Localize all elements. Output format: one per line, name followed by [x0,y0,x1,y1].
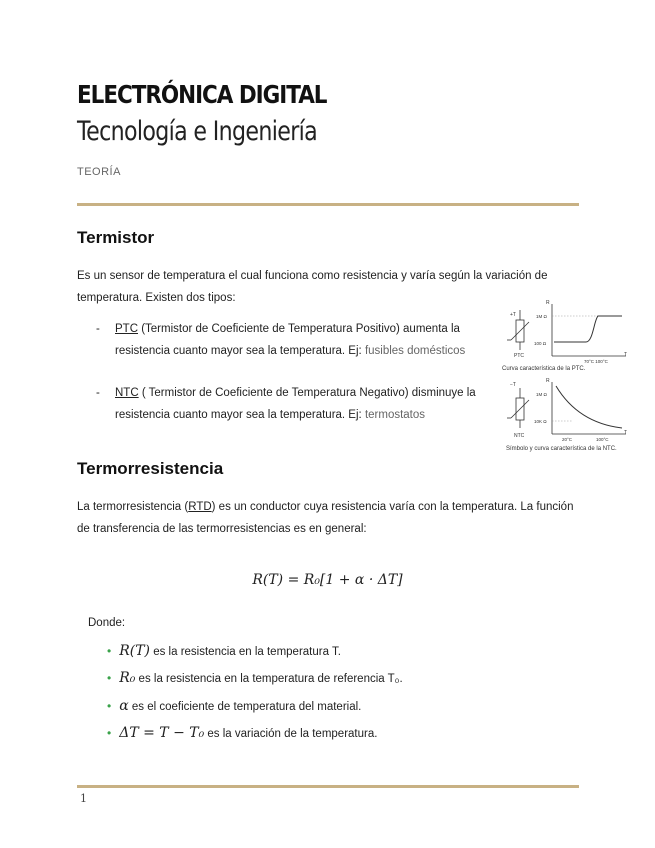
ptc-example: fusibles domésticos [364,345,466,357]
bullet-icon: • [107,726,112,740]
bullet-text: es la variación de la temperatura. [204,728,378,740]
bullet-text: es el coeficiente de temperatura del material. [128,701,362,713]
ptc-symbol-top: +T [510,312,516,318]
ntc-symbol [507,382,529,439]
termistor-intro: Es un sensor de temperatura el cual funciona como resistencia y varía según la variación de temperatura. Existen dos tipos: [77,270,548,304]
ntc-example: termostatos [364,409,426,421]
list-item [107,698,361,714]
bullet-icon: • [107,671,112,685]
list-item-ptc [115,318,477,362]
ntc-y-bot: 10K Ω [534,419,547,424]
section-kicker: TEORÍA [77,166,121,178]
ptc-figure [498,298,636,368]
ptc-text: (Termistor de Coeficiente de Temperatura Positivo) aumenta la resistencia cuanto mayor sea la temperatura. Ej: [115,323,460,357]
rtd-formula [0,572,655,588]
bullet-math: R₀ [119,670,136,686]
rtd-abbr: RTD [188,501,212,513]
ptc-y-top: 1M Ω [536,314,547,319]
list-dash: - [96,387,100,399]
ntc-text: ( Termistor de Coeficiente de Temperatura Negativo) disminuye la resistencia cuanto mayor sea la temperatura. Ej: [115,387,476,421]
list-dash: - [96,323,100,335]
page-subtitle: Tecnología e Ingeniería [77,116,318,147]
list-item-ntc [115,382,477,426]
rtd-formula-text: R(T) = R₀[1 + α · ΔT] [252,572,403,588]
page-number: 1 [80,792,87,805]
ptc-caption: Curva característica de la PTC. [502,366,586,372]
ntc-axis-r: R [546,378,550,384]
termorresistencia-intro [77,496,582,540]
donde-label: Donde: [88,617,126,629]
bullet-icon: • [107,699,112,713]
ptc-chart [534,300,627,364]
termorresistencia-heading: Termorresistencia [77,459,224,478]
bullet-text: es la resistencia en la temperatura T. [150,646,341,658]
ntc-x-right: 100°C [596,437,609,442]
list-item [107,643,341,659]
ntc-caption: Símbolo y curva característica de la NTC. [506,446,617,452]
ntc-symbol-label: NTC [514,433,525,439]
ntc-x-left: 20°C [562,437,573,442]
bullet-text: es la resistencia en la temperatura de referencia T₀. [135,673,403,685]
bullet-math: α [119,698,129,714]
page-title: ELECTRÓNICA DIGITAL [77,80,327,109]
ptc-symbol [507,310,529,359]
ntc-y-top: 1M Ω [536,392,547,397]
rtd-intro-post: ) es un conductor cuya resistencia varía con la temperatura. La función de transferencia de las termorresistencias es en general: [77,501,574,535]
header-divider [77,203,579,206]
bullet-icon: • [107,644,112,658]
bullet-math: R(T) [119,643,151,659]
list-item [107,670,403,686]
rtd-intro-pre: La termorresistencia ( [77,501,189,513]
bullet-math: ΔT = T − T₀ [119,725,205,741]
ntc-chart [534,378,627,442]
ptc-abbr: PTC [115,323,138,335]
ntc-figure [498,376,636,446]
ptc-x-labels: 70°C 100°C [584,359,608,364]
ptc-y-bot: 100 Ω [534,341,547,346]
footer-divider [77,785,579,788]
termistor-heading: Termistor [77,228,155,247]
ptc-axis-r: R [546,300,550,306]
ntc-abbr: NTC [115,387,139,399]
list-item [107,725,377,741]
ntc-axis-t: T [624,430,628,436]
ntc-symbol-top: −T [510,382,516,388]
ptc-axis-t: T [624,352,628,358]
ptc-symbol-label: PTC [514,353,524,359]
